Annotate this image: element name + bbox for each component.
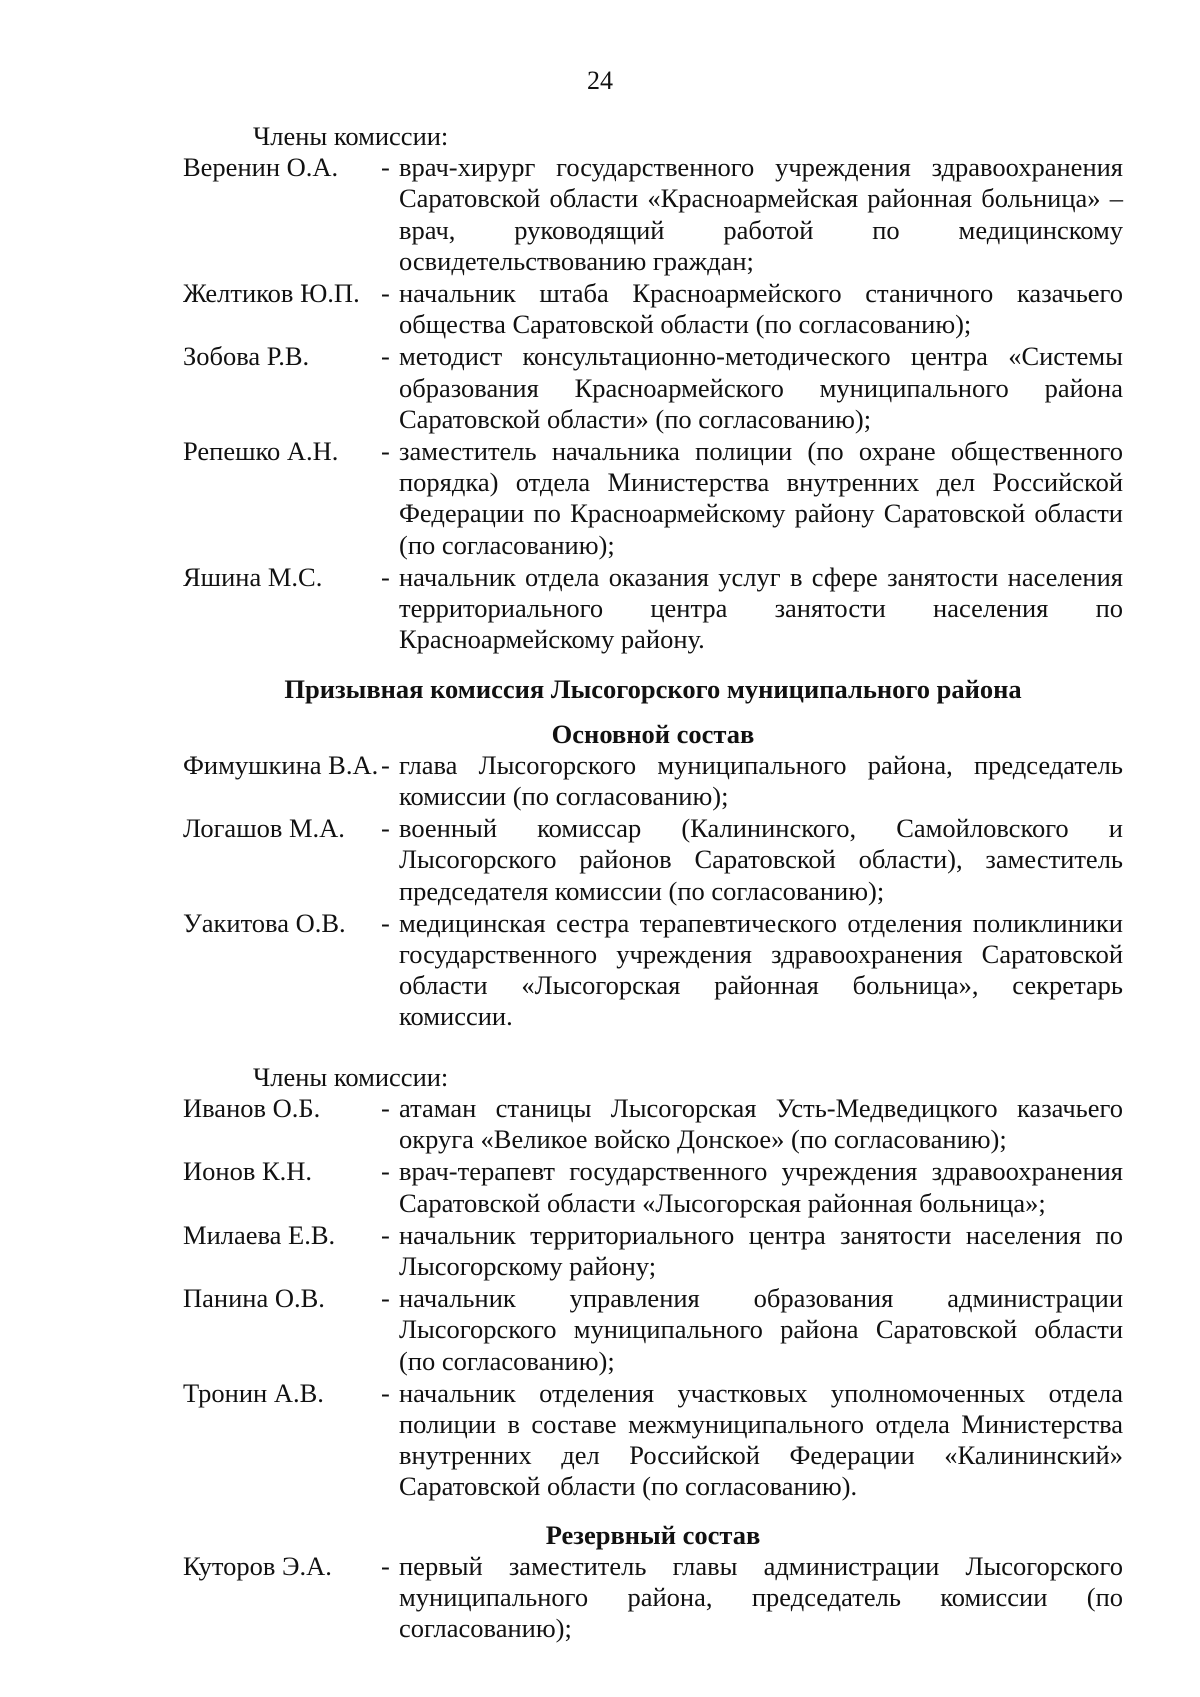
member-name: Панина О.В. (183, 1283, 325, 1314)
dash: - (381, 436, 390, 467)
member-name: Иванов О.Б. (183, 1092, 321, 1123)
member-entry (183, 813, 1123, 907)
member-description: начальник отделения участковых уполномоченных отдела полиции в составе межмуниципального отдела Министерства внутренних дел Российской Федерации «Калининский» Саратовской области (по согласованию). (399, 1377, 1123, 1502)
member-name: Желтиков Ю.П. (183, 278, 360, 309)
dash: - (381, 1550, 390, 1581)
member-entry (183, 278, 1123, 340)
member-entry (183, 1093, 1123, 1155)
members-label: Члены комиссии: (253, 1061, 449, 1092)
member-entry (183, 436, 1123, 561)
member-name: Куторов Э.А. (183, 1550, 332, 1581)
dash: - (381, 1283, 390, 1314)
member-entry (183, 750, 1123, 812)
dash: - (381, 278, 390, 309)
member-name: Милаева Е.В. (183, 1219, 336, 1250)
member-entry (183, 562, 1123, 656)
member-entry (183, 341, 1123, 435)
dash: - (381, 1156, 390, 1187)
member-entry (183, 1156, 1123, 1218)
dash: - (381, 561, 390, 592)
member-description: методист консультационно-методического центра «Системы образования Красноармейского муниципального района Саратовской области» (по согласованию); (399, 341, 1123, 434)
member-description: атаман станицы Лысогорская Усть-Медведицкого казачьего округа «Великое войско Донское» (по согласованию); (399, 1092, 1123, 1155)
member-name: Уакитова О.В. (183, 907, 346, 938)
dash: - (381, 749, 390, 780)
member-description: начальник отдела оказания услуг в сфере занятости населения территориального центра занятости населения по Красноармейскому району. (399, 561, 1123, 655)
dash: - (381, 341, 390, 372)
member-description: первый заместитель главы администрации Лысогорского муниципального района, председатель комиссии (по согласованию); (399, 1550, 1123, 1644)
member-entry (183, 1551, 1123, 1645)
member-description: начальник управления образования администрации Лысогорского муниципального района Саратовской области (по согласованию); (399, 1283, 1123, 1376)
dash: - (381, 1377, 390, 1408)
dash: - (381, 1092, 390, 1123)
member-description: заместитель начальника полиции (по охране общественного порядка) отдела Министерства внутренних дел Российской Федерации по Красноармейскому району Саратовской области (по согласованию); (399, 436, 1123, 560)
member-description: начальник территориального центра занятости населения по Лысогорскому району; (399, 1219, 1123, 1281)
member-description: глава Лысогорского муниципального района, председатель комиссии (по согласованию); (399, 749, 1123, 812)
dash: - (381, 152, 390, 183)
member-description: врач-хирург государственного учреждения здравоохранения Саратовской области «Красноармейская районная больница» – врач, руководящий работой по медицинскому освидетельствованию граждан; (399, 152, 1123, 276)
member-name: Логашов М.А. (183, 813, 345, 844)
member-name: Веренин О.А. (183, 152, 339, 183)
reserve-composition-title: Резервный состав (545, 1519, 761, 1550)
member-entry (183, 908, 1123, 1033)
member-name: Зобова Р.В. (183, 341, 310, 372)
member-description: врач-терапевт государственного учреждения здравоохранения Саратовской области «Лысогорская районная больница»; (399, 1156, 1123, 1218)
member-name: Фимушкина В.А. (183, 749, 379, 780)
member-entry (183, 1283, 1123, 1377)
member-entry (183, 1378, 1123, 1503)
member-description: военный комиссар (Калининского, Самойловского и Лысогорского районов Саратовской области), заместитель председателя комиссии (по согласованию); (399, 813, 1123, 906)
member-name: Тронин А.В. (183, 1377, 324, 1408)
member-entry (183, 152, 1123, 277)
member-name: Ионов К.Н. (183, 1156, 313, 1187)
member-entry (183, 1220, 1123, 1282)
dash: - (381, 1219, 390, 1250)
member-name: Репешко А.Н. (183, 436, 339, 467)
dash: - (381, 907, 390, 938)
main-composition-title: Основной состав (551, 718, 755, 749)
member-name: Яшина М.С. (183, 561, 323, 592)
page-number: 24 (587, 66, 613, 95)
member-description: медицинская сестра терапевтического отделения поликлиники государственного учреждения здравоохранения Саратовской области «Лысогорская районная больница», секретарь комиссии. (399, 907, 1123, 1032)
dash: - (381, 813, 390, 844)
members-label: Члены комиссии: (253, 121, 449, 151)
document-body (183, 121, 1123, 1645)
member-description: начальник штаба Красноармейского станичного казачьего общества Саратовской области (по согласованию); (399, 278, 1123, 340)
commission-title: Призывная комиссия Лысогорского муниципального района (284, 674, 1022, 705)
